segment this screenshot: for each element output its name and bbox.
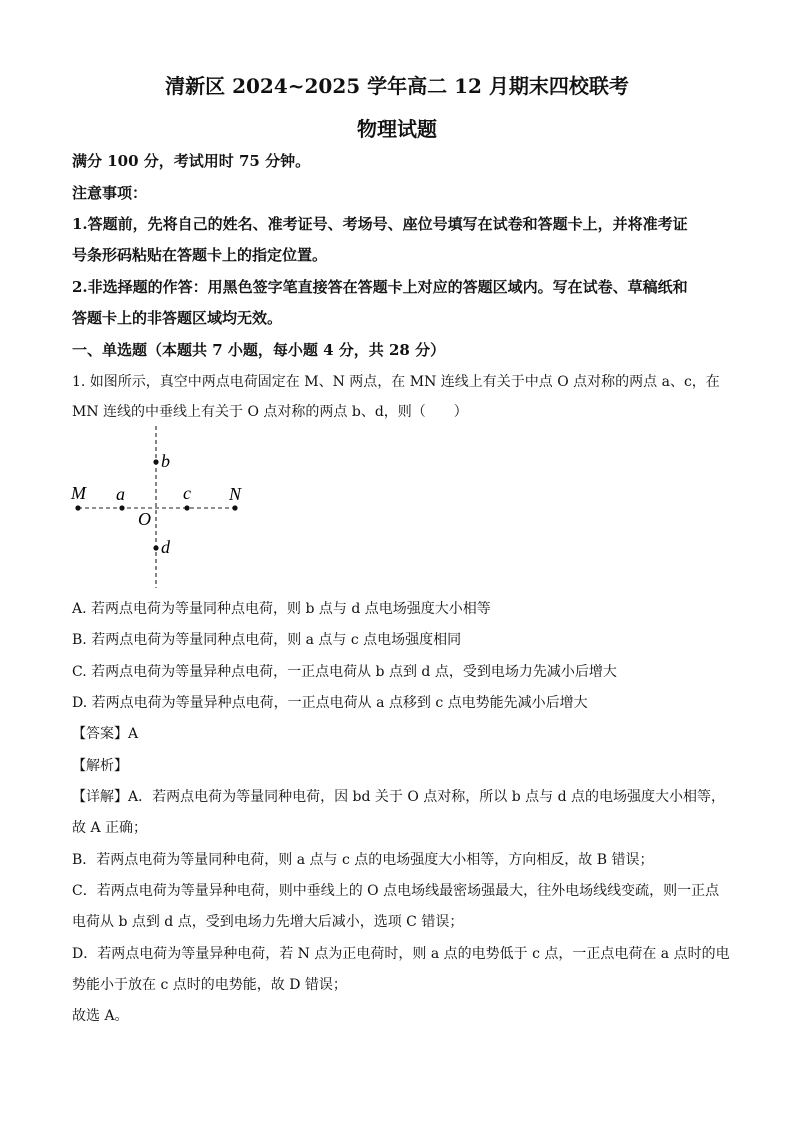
question-1-stem-line-2: MN 连线的中垂线上有关于 O 点对称的两点 b、d，则（ ） [72, 404, 468, 420]
notice-heading: 注意事项： [72, 184, 148, 202]
option-a: A. 若两点电荷为等量同种点电荷，则 b 点与 d 点电场强度大小相等 [72, 601, 491, 617]
detail-line-1: 【详解】A．若两点电荷为等量同种电荷，因 bd 关于 O 点对称，所以 b 点与 d 点的电场强度大小相等， [72, 789, 726, 805]
detail-line-3: B．若两点电荷为等量同种电荷，则 a 点与 c 点的电场强度大小相等，方向相反，故 B 错误； [72, 852, 654, 868]
option-b: B. 若两点电荷为等量同种点电荷，则 a 点与 c 点电场强度相同 [72, 632, 462, 648]
answer-label: 【答案】A [72, 726, 139, 742]
detail-line-7: 势能小于放在 c 点时的电势能，故 D 错误； [72, 977, 347, 993]
notice-2-line-1: 2.非选择题的作答：用黑色签字笔直接答在答题卡上对应的答题区域内。写在试卷、草稿纸和 [72, 278, 688, 296]
detail-line-2: 故 A 正确； [72, 820, 148, 836]
score-time-text: 满分 100 分，考试用时 75 分钟。 [72, 152, 311, 170]
notice-1-line-1: 1.答题前，先将自己的姓名、准考证号、考场号、座位号填写在试卷和答题卡上，并将准考证 [72, 215, 688, 233]
point-n [232, 505, 237, 510]
point-c [184, 505, 189, 510]
exam-subtitle: 物理试题 [357, 117, 437, 141]
point-a [119, 505, 124, 510]
label-b: b [161, 451, 170, 471]
label-m: M [71, 483, 86, 503]
label-o: O [138, 509, 151, 529]
detail-line-5: 电荷从 b 点到 d 点，受到电场力先增大后减小，选项 C 错误； [72, 914, 464, 930]
detail-line-4: C．若两点电荷为等量异种电荷，则中垂线上的 O 点电场线最密场强最大，往外电场线线变疏，则一正点 [72, 883, 720, 899]
notice-2-line-2: 答题卡上的非答题区域均无效。 [72, 309, 283, 327]
option-c: C. 若两点电荷为等量异种点电荷，一正点电荷从 b 点到 d 点，受到电场力先减小后增大 [72, 664, 617, 680]
detail-line-6: D．若两点电荷为等量异种电荷，若 N 点为正电荷时，则 a 点的电势低于 c 点，一正点电荷在 a 点时的电 [72, 946, 730, 962]
point-m [75, 505, 80, 510]
point-d [153, 545, 158, 550]
option-d: D. 若两点电荷为等量异种点电荷，一正点电荷从 a 点移到 c 点电势能先减小后增大 [72, 695, 588, 711]
analysis-heading: 【解析】 [72, 758, 128, 774]
detail-line-8: 故选 A。 [72, 1008, 129, 1024]
label-d: d [161, 537, 170, 557]
exam-title: 清新区 2024~2025 学年高二 12 月期末四校联考 [165, 74, 629, 98]
label-c: c [183, 483, 191, 503]
charge-figure [60, 422, 260, 592]
question-1-stem-line-1: 1. 如图所示，真空中两点电荷固定在 M、N 两点，在 MN 连线上有关于中点 O 点对称的两点 a、c，在 [72, 374, 720, 390]
label-n: N [229, 484, 242, 504]
point-b [153, 459, 158, 464]
notice-1-line-2: 号条形码粘贴在答题卡上的指定位置。 [72, 246, 328, 264]
section-heading: 一、单选题（本题共 7 小题，每小题 4 分，共 28 分） [72, 341, 446, 359]
label-a: a [116, 484, 125, 504]
